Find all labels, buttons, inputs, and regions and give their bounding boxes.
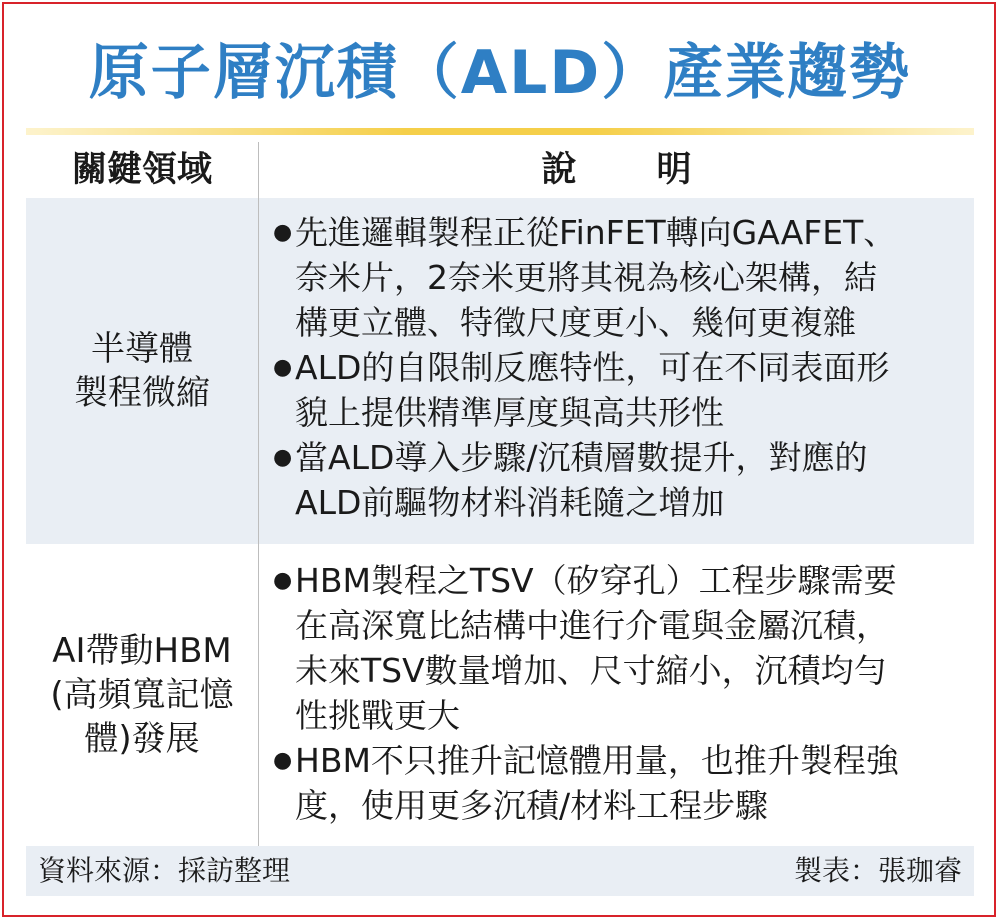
bullet-item — [273, 738, 963, 828]
bullet-line: 奈米片，2奈米更將其視為核心架構，結 — [295, 258, 877, 297]
bullet-dot-icon: ● — [273, 568, 293, 593]
bullet-dot-icon: ● — [273, 355, 293, 380]
credit-note: 製表：張珈睿 — [793, 854, 962, 887]
row-bullets — [273, 210, 963, 525]
bullet-line: 當ALD導入步驟/沉積層數提升，對應的 — [295, 438, 868, 477]
trend-table — [26, 142, 974, 846]
bullet-line: ALD前驅物材料消耗隨之增加 — [295, 483, 725, 522]
row-key-line: 體)發展 — [84, 719, 200, 759]
bullet-dot-icon: ● — [273, 220, 293, 245]
bullet-line: 性挑戰更大 — [295, 696, 460, 735]
source-note: 資料來源：採訪整理 — [38, 854, 291, 887]
row-key — [26, 198, 258, 544]
row-key-line: 製程微縮 — [74, 373, 210, 413]
bullet-line: ALD的自限制反應特性，可在不同表面形 — [295, 348, 890, 387]
bullet-item — [273, 558, 963, 738]
header-key-area: 關鍵領域 — [71, 150, 212, 190]
footer-bar — [26, 846, 974, 896]
bullet-line: 度，使用更多沉積/材料工程步驟 — [295, 786, 769, 825]
column-divider — [258, 142, 259, 846]
row-key — [26, 544, 258, 846]
bullet-line: HBM不只推升記憶體用量，也推升製程強 — [295, 741, 899, 780]
bullet-line: HBM製程之TSV（矽穿孔）工程步驟需要 — [295, 561, 897, 600]
bullet-dot-icon: ● — [273, 748, 293, 773]
bullet-item — [273, 210, 963, 345]
bullet-item — [273, 435, 963, 525]
bullet-line: 構更立體、特徵尺度更小、幾何更複雜 — [295, 303, 856, 342]
row-key-line: (高頻寬記憶 — [50, 675, 234, 715]
page-title: 原子層沉積（ALD）產業趨勢 — [88, 38, 912, 108]
bullet-line: 在高深寬比結構中進行介電與金屬沉積， — [295, 606, 889, 645]
row-key-line: AI帶動HBM — [52, 631, 232, 671]
header-description: 說明 — [541, 150, 772, 190]
table-row — [26, 198, 974, 544]
title-divider — [26, 128, 974, 135]
bullet-line: 先進邏輯製程正從FinFET轉向GAAFET、 — [295, 213, 897, 252]
bullet-dot-icon: ● — [273, 445, 293, 470]
table-row — [26, 544, 974, 846]
bullet-line: 貌上提供精準厚度與高共形性 — [295, 393, 724, 432]
bullet-item — [273, 345, 963, 435]
row-bullets — [273, 558, 963, 828]
row-key-line: 半導體 — [91, 329, 193, 369]
bullet-line: 未來TSV數量增加、尺寸縮小，沉積均勻 — [295, 651, 887, 690]
